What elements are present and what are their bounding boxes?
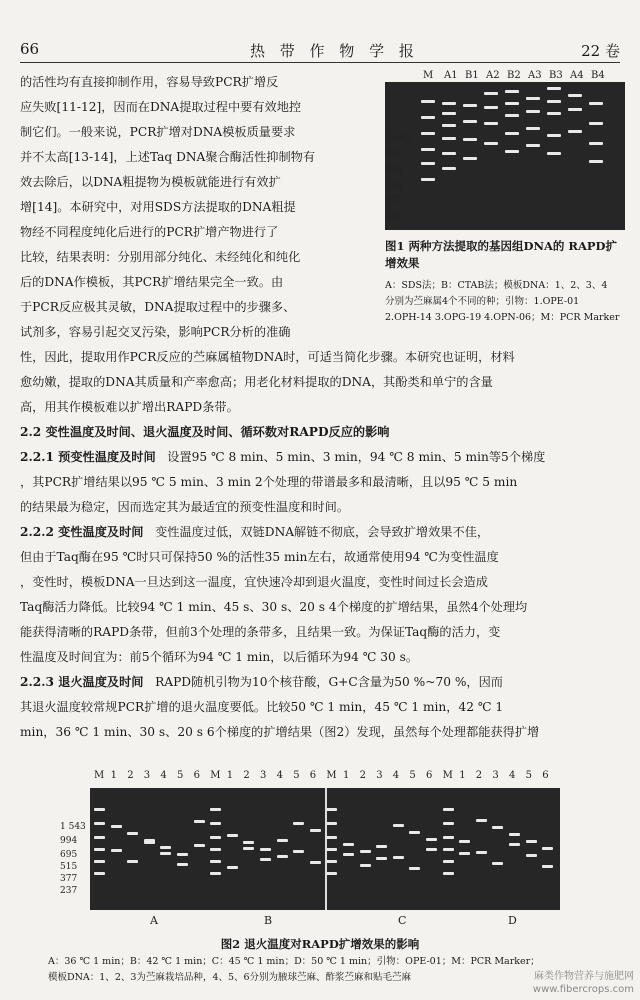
gel-band (589, 160, 603, 163)
gel-band (127, 832, 138, 835)
text-line: 变性温度过低，双链DNA解链不彻底，会导致扩增效果不佳， (155, 525, 490, 539)
fig2-lane-label: 1 (459, 770, 466, 781)
text-line: 愈幼嫩，提取的DNA其质量和产率愈高；用老化材料提取的DNA，其酚类和单宁的含量 (20, 375, 493, 389)
gel-band (409, 867, 420, 870)
gel-band (127, 860, 138, 863)
gel-band (526, 144, 540, 147)
gel-band (326, 836, 337, 839)
fig2-marker-label: 377 (60, 874, 78, 884)
fig2-marker-label: 994 (60, 836, 78, 846)
fig1-marker-label: 237 (385, 212, 403, 222)
gel-band (509, 843, 520, 846)
gel-band (463, 138, 477, 141)
text-line: min，36 ℃ 1 min、30 s、20 s 6个梯度的扩增结果（图2）发现，虽然每个处理都能获得扩增 (20, 725, 540, 739)
fig2-lane-label: M (210, 770, 221, 781)
gel-band (443, 836, 454, 839)
fig2-lane-label: 5 (293, 770, 300, 781)
gel-band (94, 848, 105, 851)
gel-band (376, 857, 387, 860)
fig1-caption-line: A：SDS法；B：CTAB法；模板DNA：1、2、3、4 (385, 280, 608, 291)
text-line: 高，用其作模板难以扩增出RAPD条带。 (20, 400, 239, 414)
gel-divider (325, 788, 327, 910)
text-line: RAPD随机引物为10个核苷酸，G+C含量为50 %~70 %，因而 (155, 675, 503, 689)
gel-band (442, 112, 456, 115)
gel-band (421, 100, 435, 103)
gel-band (443, 808, 454, 811)
gel-band (310, 861, 321, 864)
fig2-lane-label: 5 (409, 770, 416, 781)
gel-band (293, 822, 304, 825)
text-line: 的活性均有直接抑制作用，容易导致PCR扩增反 (20, 75, 279, 89)
gel-band (463, 157, 477, 160)
fig2-title: 图2 退火温度对RAPD扩增效果的影响 (220, 937, 420, 951)
fig1-marker-label: 1 543 (385, 134, 411, 144)
left-column-text (20, 70, 385, 345)
gel-band (484, 122, 498, 125)
fig2-lane-label: M (442, 770, 453, 781)
gel-band (547, 100, 561, 103)
gel-band (326, 860, 337, 863)
gel-band (492, 826, 503, 829)
gel-band (409, 831, 420, 834)
gel-band (526, 127, 540, 130)
gel-band (243, 841, 254, 844)
gel-band (476, 851, 487, 854)
gel-band (426, 848, 437, 851)
fig2-marker-label: 237 (60, 886, 78, 896)
fig2-lane-label: M (94, 770, 105, 781)
watermark-line: 麻类作物营养与施肥网 (534, 971, 634, 982)
gel-band (542, 847, 553, 850)
fig1-lane-label: B2 (507, 70, 521, 81)
fig2-panel-label: A (150, 914, 158, 927)
text-line: 比较，结果表明：分别用部分纯化、未经纯化和纯化 (20, 250, 301, 264)
gel-band (421, 162, 435, 165)
gel-band (492, 862, 503, 865)
section-2-2-2 (20, 520, 620, 545)
figure-1 (385, 68, 625, 326)
fig2-lane-label: 1 (110, 770, 117, 781)
gel-band (547, 112, 561, 115)
gel-band (442, 137, 456, 140)
fig2-lane-label: 6 (426, 770, 433, 781)
gel-band (277, 839, 288, 842)
gel-band (442, 152, 456, 155)
fig2-lane-label: 1 (226, 770, 234, 781)
gel-band (589, 142, 603, 145)
gel-band (505, 150, 519, 153)
gel-band (393, 824, 404, 827)
gel-band (442, 102, 456, 105)
fig2-panel-label: D (508, 914, 517, 927)
fig2-lane-label: 4 (509, 770, 516, 781)
gel-band (547, 152, 561, 155)
fig2-lane-label: 3 (376, 770, 383, 781)
gel-band (177, 853, 188, 856)
gel-band (210, 822, 221, 825)
text-line: 并不太高[13-14]，上述Taq DNA聚合酶活性抑制物有 (20, 150, 316, 164)
gel-band (94, 836, 105, 839)
gel-band (542, 865, 553, 868)
gel-band (160, 846, 171, 849)
fig1-marker-label: 377 (385, 196, 403, 206)
fig2-lane-label: 2 (475, 770, 483, 781)
fig2-lane-label: 4 (392, 770, 400, 781)
fig2-lane-label: 2 (127, 770, 134, 781)
fig1-lane-label: A1 (444, 70, 458, 81)
text-line: 设置95 ℃ 8 min、5 min、3 min，94 ℃ 8 min、5 min等5个梯度 (167, 450, 546, 464)
fig1-caption-line: 分别为苎麻属4个不同的种；引物：1.OPE-01 (385, 296, 580, 307)
gel-band (360, 864, 371, 867)
section-2-2-1 (20, 445, 620, 470)
gel-band (243, 847, 254, 850)
fig2-lane-label: 3 (492, 770, 499, 781)
gel-band (526, 840, 537, 843)
gel-band (459, 840, 470, 843)
gel-band (442, 124, 456, 127)
text-line: 增[14]。本研究中，对用SDS方法提取的DNA粗提 (20, 200, 296, 214)
text-line: ，变性时，模板DNA一旦达到这一温度，宜快速冷却到退火温度，变性时间过长会造成 (20, 575, 488, 589)
volume-number: 22 卷 (581, 42, 620, 60)
fig2-panel-label: B (264, 914, 273, 927)
text-line: 但由于Taq酶在95 ℃时只可保持50 %的活性35 min左右，故通常使用94 ℃为变性温度 (20, 550, 499, 564)
gel-band (421, 178, 435, 181)
text-line: 性，因此，提取用作PCR反应的苎麻属植物DNA时，可适当简化步骤。本研究也证明，材料 (20, 350, 515, 364)
gel-band (343, 843, 354, 846)
gel-band (484, 142, 498, 145)
section-2-2-3-heading: 2.2.3 退火温度及时间 (20, 675, 144, 689)
gel-band (426, 838, 437, 841)
fig1-title: 图1 两种方法提取的基因组DNA的 RAPD扩增效果 (385, 239, 618, 270)
gel-band (421, 116, 435, 119)
gel-band (526, 97, 540, 100)
gel-band (547, 87, 561, 90)
figure-2 (20, 768, 620, 983)
gel-band (111, 849, 122, 852)
gel-band (310, 829, 321, 832)
fig2-lane-label: 6 (193, 770, 200, 781)
fig2-lane-label: 6 (542, 770, 549, 781)
gel-band (589, 102, 603, 105)
gel-band (505, 114, 519, 117)
gel-band (293, 850, 304, 853)
gel-band (505, 90, 519, 93)
watermark (533, 970, 634, 996)
gel-band (260, 848, 271, 851)
continued-text (20, 345, 620, 745)
gel-band (94, 872, 105, 875)
text-line: 后的DNA作模板，其PCR扩增结果完全一致。由 (20, 275, 284, 289)
gel-band (177, 863, 188, 866)
gel-band (509, 833, 520, 836)
fig1-marker-label: 994 (385, 150, 403, 160)
journal-title: 热 带 作 物 学 报 (250, 42, 419, 60)
fig1-gel-image (385, 70, 625, 230)
gel-band (526, 110, 540, 113)
gel-band (227, 834, 238, 837)
fig1-lane-label: B1 (465, 70, 479, 81)
fig1-lane-label: B3 (549, 70, 563, 81)
gel-band (210, 808, 221, 811)
gel-band (547, 134, 561, 137)
gel-band (326, 848, 337, 851)
gel-band (505, 102, 519, 105)
gel-band (360, 850, 371, 853)
gel-band (443, 848, 454, 851)
gel-band (459, 852, 470, 855)
fig2-lane-label: 3 (260, 770, 267, 781)
section-2-2-3 (20, 670, 620, 695)
fig2-lane-label: M (326, 770, 337, 781)
fig1-lane-label: A2 (486, 70, 500, 81)
gel-band (568, 130, 582, 133)
text-line: Taq酶活力降低。比较94 ℃ 1 min、45 s、30 s、20 s 4个梯度的扩增结果，虽然4个处理均 (20, 600, 528, 614)
fig2-caption (48, 954, 608, 986)
gel-band (526, 854, 537, 857)
fig2-lane-label: 2 (243, 770, 250, 781)
gel-band (442, 167, 456, 170)
fig1-marker-label: 695 (385, 166, 403, 176)
fig2-marker-label: 515 (60, 862, 78, 872)
section-2-2-1-heading: 2.2.1 预变性温度及时间 (20, 450, 156, 464)
gel-band (568, 108, 582, 111)
gel-band (421, 132, 435, 135)
fig1-lane-label: B4 (591, 70, 605, 81)
section-2-2-2-heading: 2.2.2 变性温度及时间 (20, 525, 144, 539)
fig2-caption-line: 模板DNA：1、2、3为苎麻栽培品种，4、5、6分别为腋球苎麻、酢浆苎麻和贴毛苎麻 (48, 972, 412, 983)
gel-band (589, 122, 603, 125)
gel-band (505, 132, 519, 135)
gel-band (463, 104, 477, 107)
fig1-lane-label: A4 (570, 70, 584, 81)
gel-band (94, 808, 105, 811)
fig2-lane-label: 6 (309, 770, 317, 781)
gel-band (393, 856, 404, 859)
text-line: 物经不同程度纯化后进行的PCR扩增产物进行了 (20, 225, 279, 239)
fig2-lane-label: 4 (276, 770, 283, 781)
gel-band (484, 92, 498, 95)
gel-band (194, 844, 205, 847)
gel-band (94, 860, 105, 863)
gel-band (210, 836, 221, 839)
gel-band (443, 872, 454, 875)
gel-band (443, 822, 454, 825)
gel-band (227, 866, 238, 869)
text-line: 性温度及时间宜为：前5个循环为94 ℃ 1 min，以后循环为94 ℃ 30 s。 (20, 650, 419, 664)
gel-band (260, 858, 271, 861)
fig2-lane-label: 3 (143, 770, 151, 781)
fig2-marker-label: 1 543 (60, 822, 86, 832)
text-line: ，其PCR扩增结果以95 ℃ 5 min、3 min 2个处理的带谱最多和最清晰，且以95 ℃ 5 min (20, 475, 518, 489)
gel-band (568, 94, 582, 97)
fig2-lane-label: 2 (359, 770, 366, 781)
gel-band (421, 148, 435, 151)
gel-band (343, 853, 354, 856)
text-line: 能获得清晰的RAPD条带，但前3个处理的条带多，且结果一致。为保证Taq酶的活力，变 (20, 625, 501, 639)
running-header (20, 40, 620, 63)
fig2-panel-label: C (398, 914, 407, 927)
fig1-caption (385, 278, 625, 326)
fig2-gel-image (90, 788, 560, 910)
gel-band (476, 819, 487, 822)
gel-band (94, 822, 105, 825)
fig1-lane-label: A3 (528, 70, 542, 81)
fig2-caption-line: A：36 ℃ 1 min；B：42 ℃ 1 min；C：45 ℃ 1 min；D：50 ℃ 1 min；引物：OPE-01；M：PCR Marker； (48, 956, 540, 967)
gel-band (144, 841, 155, 844)
gel-band (111, 825, 122, 828)
text-line: 应失败[11-12]，因而在DNA提取过程中要有效地控 (20, 100, 302, 114)
gel-band (326, 872, 337, 875)
text-line: 制它们。一般来说，PCR扩增对DNA模板质量要求 (20, 125, 296, 139)
gel-band (210, 872, 221, 875)
text-line: 试剂多，容易引起交叉污染，影响PCR分析的准确 (20, 325, 291, 339)
gel-band (326, 822, 337, 825)
section-2-2-heading: 2.2 变性温度及时间、退火温度及时间、循环数对RAPD反应的影响 (20, 425, 390, 439)
fig2-marker-label: 695 (60, 850, 78, 860)
gel-band (277, 855, 288, 858)
text-line: 效去除后，以DNA粗提物为模板就能进行有效扩 (20, 175, 281, 189)
gel-band (463, 120, 477, 123)
gel-band (210, 848, 221, 851)
fig1-lane-label: M (423, 70, 434, 81)
gel-band (484, 106, 498, 109)
fig1-caption-line: 2.OPH-14 3.OPG-19 4.OPN-06；M：PCR Marker (385, 312, 620, 323)
gel-band (210, 860, 221, 863)
gel-band (194, 820, 205, 823)
fig2-lane-label: 5 (525, 770, 532, 781)
text-line: 其退火温度较常规PCR扩增的退火温度要低。比较50 ℃ 1 min，45 ℃ 1 min，42 ℃ 1 (20, 700, 504, 714)
fig2-lane-label: 5 (177, 770, 184, 781)
page-number: 66 (20, 40, 40, 58)
fig1-marker-label: 515 (385, 182, 403, 192)
gel-band (160, 852, 171, 855)
gel-band (326, 808, 337, 811)
fig2-lane-label: 4 (160, 770, 167, 781)
gel-band (443, 860, 454, 863)
watermark-line: www.fibercrops.com (532, 984, 634, 995)
fig2-lane-label: 1 (343, 770, 350, 781)
gel-band (376, 845, 387, 848)
text-line: 的结果最为稳定，因而选定其为最适宜的预变性温度和时间。 (20, 500, 350, 514)
text-line: 于PCR反应极其灵敏，DNA提取过程中的步骤多、 (20, 300, 296, 314)
